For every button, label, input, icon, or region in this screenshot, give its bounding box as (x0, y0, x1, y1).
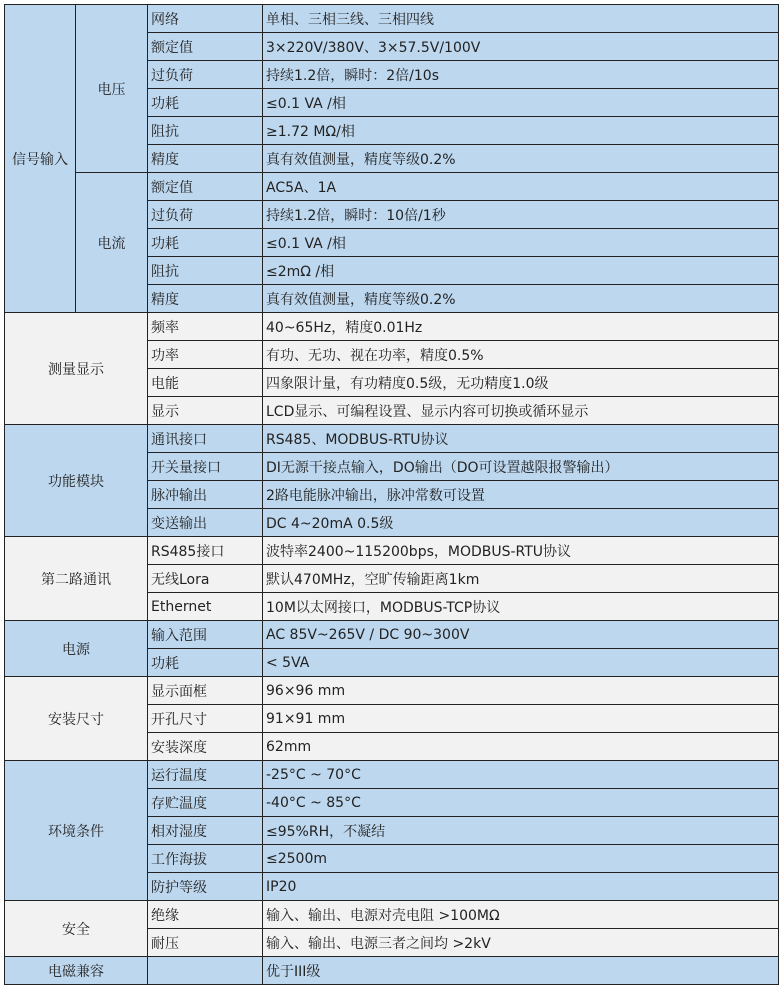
param-name: RS485接口 (148, 537, 263, 565)
param-value: 持续1.2倍，瞬时：2倍/10s (263, 61, 779, 89)
param-value: ≥1.72 MΩ/相 (263, 117, 779, 145)
param-value: LCD显示、可编程设置、显示内容可切换或循环显示 (263, 397, 779, 425)
param-name: 运行温度 (148, 761, 263, 789)
param-name: 显示 (148, 397, 263, 425)
param-name: 过负荷 (148, 61, 263, 89)
param-value: 四象限计量，有功精度0.5级，无功精度1.0级 (263, 369, 779, 397)
param-value: < 5VA (263, 649, 779, 677)
param-name: 相对湿度 (148, 817, 263, 845)
group-label: 电磁兼容 (5, 957, 148, 985)
param-name: 输入范围 (148, 621, 263, 649)
table-row (5, 5, 779, 33)
param-value: 10M以太网接口，MODBUS-TCP协议 (263, 593, 779, 621)
group-label: 环境条件 (5, 761, 148, 901)
group-label: 功能模块 (5, 425, 148, 537)
param-value: -25°C ~ 70°C (263, 761, 779, 789)
table-row (5, 901, 779, 929)
param-value: 2路电能脉冲输出，脉冲常数可设置 (263, 481, 779, 509)
param-value: AC 85V~265V / DC 90~300V (263, 621, 779, 649)
param-value: 输入、输出、电源三者之间均 >2kV (263, 929, 779, 957)
table-row (5, 761, 779, 789)
param-value: 96×96 mm (263, 677, 779, 705)
param-value: 91×91 mm (263, 705, 779, 733)
spec-table (4, 4, 779, 985)
param-name: 额定值 (148, 33, 263, 61)
param-name: 耐压 (148, 929, 263, 957)
param-value: DI无源干接点输入，DO输出（DO可设置越限报警输出） (263, 453, 779, 481)
param-name: 阻抗 (148, 257, 263, 285)
param-value: DC 4~20mA 0.5级 (263, 509, 779, 537)
param-name: 无线Lora (148, 565, 263, 593)
param-value: 62mm (263, 733, 779, 761)
param-name: 变送输出 (148, 509, 263, 537)
param-value: AC5A、1A (263, 173, 779, 201)
group-label: 安全 (5, 901, 148, 957)
param-name: 网络 (148, 5, 263, 33)
param-value: 波特率2400~115200bps，MODBUS-RTU协议 (263, 537, 779, 565)
param-name: 开孔尺寸 (148, 705, 263, 733)
param-name: 脉冲输出 (148, 481, 263, 509)
param-name: 功率 (148, 341, 263, 369)
param-name (148, 957, 263, 985)
param-name: 精度 (148, 145, 263, 173)
param-name: 工作海拔 (148, 845, 263, 873)
param-value: 有功、无功、视在功率，精度0.5% (263, 341, 779, 369)
param-value: 40~65Hz，精度0.01Hz (263, 313, 779, 341)
param-name: 功耗 (148, 89, 263, 117)
table-row (5, 621, 779, 649)
param-name: 存贮温度 (148, 789, 263, 817)
param-name: 阻抗 (148, 117, 263, 145)
param-value: -40°C ~ 85°C (263, 789, 779, 817)
table-row (5, 313, 779, 341)
param-value: ≤0.1 VA /相 (263, 229, 779, 257)
table-row (5, 425, 779, 453)
param-name: 过负荷 (148, 201, 263, 229)
param-name: Ethernet (148, 593, 263, 621)
param-name: 通讯接口 (148, 425, 263, 453)
group-label: 电源 (5, 621, 148, 677)
param-name: 精度 (148, 285, 263, 313)
param-value: ≤2mΩ /相 (263, 257, 779, 285)
param-value: 真有效值测量，精度等级0.2% (263, 145, 779, 173)
param-name: 额定值 (148, 173, 263, 201)
param-name: 安装深度 (148, 733, 263, 761)
param-value: 默认470MHz，空旷传输距离1km (263, 565, 779, 593)
table-row (5, 173, 779, 201)
param-name: 防护等级 (148, 873, 263, 901)
param-value: IP20 (263, 873, 779, 901)
param-value: 持续1.2倍，瞬时：10倍/1秒 (263, 201, 779, 229)
table-row (5, 957, 779, 985)
subgroup-label: 电流 (76, 173, 148, 313)
param-value: ≤95%RH，不凝结 (263, 817, 779, 845)
param-value: 输入、输出、电源对壳电阻 >100MΩ (263, 901, 779, 929)
group-label: 测量显示 (5, 313, 148, 425)
table-row (5, 677, 779, 705)
param-name: 开关量接口 (148, 453, 263, 481)
group-label: 信号输入 (5, 5, 76, 313)
param-value: ≤2500m (263, 845, 779, 873)
param-name: 功耗 (148, 649, 263, 677)
param-value: RS485、MODBUS-RTU协议 (263, 425, 779, 453)
param-name: 电能 (148, 369, 263, 397)
param-name: 绝缘 (148, 901, 263, 929)
param-value: 单相、三相三线、三相四线 (263, 5, 779, 33)
param-value: ≤0.1 VA /相 (263, 89, 779, 117)
param-value: 真有效值测量，精度等级0.2% (263, 285, 779, 313)
group-label: 第二路通讯 (5, 537, 148, 621)
param-value: 3×220V/380V、3×57.5V/100V (263, 33, 779, 61)
table-row (5, 537, 779, 565)
param-value: 优于III级 (263, 957, 779, 985)
subgroup-label: 电压 (76, 5, 148, 173)
param-name: 频率 (148, 313, 263, 341)
param-name: 显示面框 (148, 677, 263, 705)
group-label: 安装尺寸 (5, 677, 148, 761)
param-name: 功耗 (148, 229, 263, 257)
